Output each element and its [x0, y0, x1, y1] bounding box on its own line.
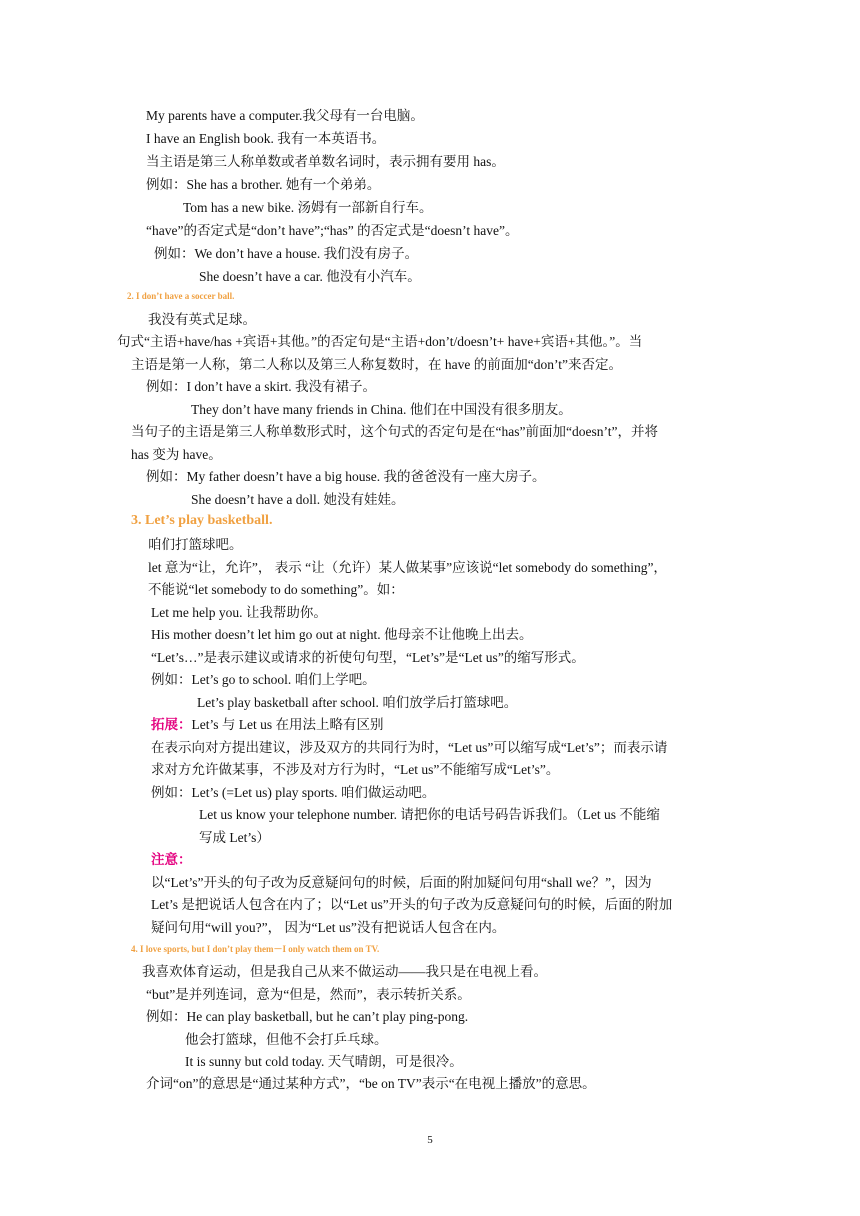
text-line: 例如：Let’s go to school. 咱们上学吧。: [151, 672, 376, 687]
section-heading: 4. I love sports, but I don’t play them－I only watch them on TV.: [131, 944, 380, 954]
text-line: 写成 Let’s）: [199, 830, 270, 845]
text-line: Let’s play basketball after school. 咱们放学后打篮球吧。: [197, 695, 518, 710]
text-line: 以“Let’s”开头的句子改为反意疑问句的时候，后面的附加疑问句用“shall we？”，因为: [151, 875, 652, 890]
text-line: let 意为“让，允许”， 表示 “让（允许）某人做某事”应该说“let somebody do something”，: [148, 560, 667, 575]
text-line: “but”是并列连词，意为“但是，然而”，表示转折关系。: [146, 987, 471, 1002]
text-line: 例如：We don’t have a house. 我们没有房子。: [154, 246, 419, 261]
text-line: 例如：He can play basketball, but he can’t play ping-pong.: [146, 1009, 469, 1024]
text-line: 例如：Let’s (=Let us) play sports. 咱们做运动吧。: [151, 785, 436, 800]
text-line: Let’s 是把说话人包含在内了；以“Let us”开头的句子改为反意疑问句的时候，后面的附加: [151, 897, 673, 912]
text-line: “Let’s…”是表示建议或请求的祈使句句型，“Let’s”是“Let us”的缩写形式。: [151, 650, 585, 665]
text-line: 咱们打篮球吧。: [148, 537, 243, 552]
text-line: 求对方允许做某事，不涉及对方行为时，“Let us”不能缩写成“Let’s”。: [151, 762, 560, 777]
note-label: 注意：: [151, 852, 192, 867]
text-line: 不能说“let somebody to do something”。如：: [148, 582, 404, 597]
text-line: 句式“主语+have/has +宾语+其他。”的否定句是“主语+don’t/doesn’t+ have+宾语+其他。”。当: [117, 334, 643, 349]
text-line: 介词“on”的意思是“通过某种方式”，“be on TV”表示“在电视上播放”的意思。: [146, 1076, 596, 1091]
text-line: It is sunny but cold today. 天气晴朗，可是很冷。: [185, 1054, 463, 1069]
text-line: His mother doesn’t let him go out at night. 他母亲不让他晚上出去。: [151, 627, 533, 642]
page-number: 5: [427, 1134, 433, 1146]
section-heading: 2. I don’t have a soccer ball.: [127, 291, 235, 301]
text-line: 例如：She has a brother. 她有一个弟弟。: [146, 177, 381, 192]
extension-text: Let’s 与 Let us 在用法上略有区别: [191, 717, 384, 732]
text-line: 在表示向对方提出建议，涉及双方的共同行为时，“Let us”可以缩写成“Let’s”；而表示请: [151, 740, 668, 755]
text-line: 疑问句用“will you?”， 因为“Let us”没有把说话人包含在内。: [151, 920, 506, 935]
text-line: I have an English book. 我有一本英语书。: [146, 131, 386, 146]
text-line: 当主语是第三人称单数或者单数名词时，表示拥有要用 has。: [146, 154, 505, 169]
extension-label: 拓展：: [151, 717, 192, 732]
text-line: She doesn’t have a car. 他没有小汽车。: [199, 269, 421, 284]
text-line: 当句子的主语是第三人称单数形式时，这个句式的否定句是在“has”前面加“doesn’t”，并将: [131, 424, 658, 439]
text-line: 主语是第一人称，第二人称以及第三人称复数时，在 have 的前面加“don’t”来否定。: [131, 357, 622, 372]
text-line: Let us know your telephone number. 请把你的电话号码告诉我们。（Let us 不能缩: [199, 807, 660, 822]
text-line: Let me help you. 让我帮助你。: [151, 605, 327, 620]
text-line: 例如：My father doesn’t have a big house. 我的爸爸没有一座大房子。: [146, 469, 546, 484]
text-line: 他会打篮球，但他不会打乒乓球。: [185, 1032, 388, 1047]
text-line: 我没有英式足球。: [148, 312, 256, 327]
text-line: has 变为 have。: [131, 447, 222, 462]
text-line: Tom has a new bike. 汤姆有一部新自行车。: [183, 200, 433, 215]
text-line: “have”的否定式是“don’t have”;“has” 的否定式是“doesn’t have”。: [146, 223, 519, 238]
text-line: She doesn’t have a doll. 她没有娃娃。: [191, 492, 405, 507]
text-line: They don’t have many friends in China. 他们在中国没有很多朋友。: [191, 402, 572, 417]
section-heading: 3. Let’s play basketball.: [131, 513, 273, 528]
text-line: [151, 716, 384, 734]
text-line: 我喜欢体育运动，但是我自己从来不做运动——我只是在电视上看。: [142, 964, 547, 979]
text-line: 例如：I don’t have a skirt. 我没有裙子。: [146, 379, 376, 394]
text-line: My parents have a computer.我父母有一台电脑。: [146, 108, 424, 123]
